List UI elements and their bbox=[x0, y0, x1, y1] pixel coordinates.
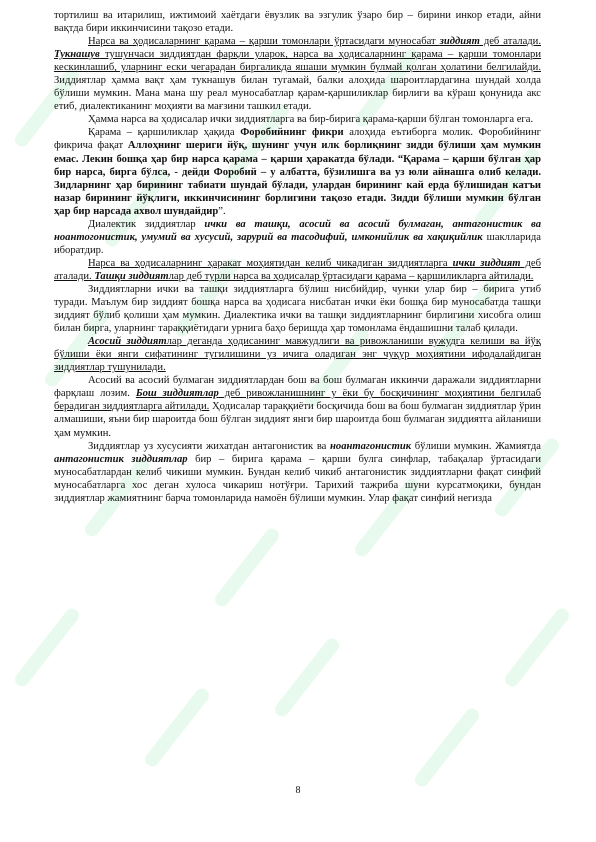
text-run: Зиддиятлар ҳамма вақт ҳам тукнашув билан тугамай, балки алоҳида шароитлардагина шундай холда бўлиши мумкин. Мана мана шу реал муносабатлар қарам-қаршиликлар бирлиги ва кўраш қонунида акс етиб, диалектиканинг моҳияти ва мағзини ташкил етади. bbox=[54, 75, 541, 113]
paragraph-3: Ҳамма нарса ва ҳодисалар ички зиддиятларга ва бир-бирига қарама-қарши бўлган томонларга ега. bbox=[88, 114, 534, 126]
term-noantagonistik: ноантагонистик bbox=[330, 440, 412, 452]
text-run: Диалектик зиддиятлар bbox=[88, 218, 205, 230]
paragraph-6 bbox=[54, 257, 541, 283]
text-run: Ҳодисалар тараққиёти босқичида бош ва бош булмаган зиддиятлар ўрин алмашиши, яъни бир шароитда бош бўлган зиддият янги бир шароитда бош булмаган зиддиятга айланиши ҳам мумкин. bbox=[54, 401, 541, 439]
text-run: Асосий ва асосий булмаган зиддиятлардан бош ва бош булмаган иккинчи даражали зиддиятларни фарқлаш лозим. bbox=[54, 375, 541, 400]
contradiction-types: ички ва ташқи, асосий ва асосий булмаган, антагонистик ва ноантогонистик, умумий ва хусусий, зарурий ва тасодифий, имконийлик ва хақиқийлик bbox=[54, 218, 541, 243]
term-antagonistik: антагонистик зиддиятлар bbox=[54, 453, 188, 465]
text-run: Нарса ва ҳодисаларнинг қарама – қарши томонлари ўртасидаги муносабат bbox=[88, 36, 440, 48]
paragraph-5 bbox=[54, 218, 541, 257]
page-number: 8 bbox=[295, 785, 301, 796]
text-run: бўлиши мумкин. Жамиятда bbox=[411, 440, 541, 452]
paragraph-8 bbox=[54, 335, 541, 374]
paragraph-10 bbox=[54, 440, 541, 505]
text-run: Нарса ва ҳодисаларнинг ҳаракат моҳиятидан келиб чикадиган зиддиятларга bbox=[88, 257, 453, 269]
term-ziddiyat: зиддият bbox=[439, 36, 480, 48]
text-run: лар деганда ҳодисанинг мавжудлиги ва ривожланиши вужудга келиши ва йўқ бўлиши ёки янги сифатининг тугилишини уз ичига оладиган энг чуқур моҳиятини ифодалайдиган зиддиятлар тушунилади. bbox=[54, 336, 541, 374]
paragraph-9 bbox=[54, 374, 541, 439]
forobiy-quote: Аллоҳнинг шериги йўқ, шунинг учун илк борлиқнинг зидди бўлиши ҳам мумкин емас. Лекин бошқа ҳар бир нарса қарама – қарши ҳаракатда бўлади. “Қарама – қарши бўлган ҳар бир нарса, бирга бўлса, - дейди Форобий – у албатта, бўзилишга ва уз юли айнашга олиб келади. Зидларнинг ҳар бирининг табиати шундай бўлади, улардан бирининг кай ерда бўлишидан катъи назар бирининг йўқлиги, иккинчисининг борлигини тақозо етади. Зидди бўлиши мумкин бўлган ҳар бир нарсада ахвол шундайдир bbox=[54, 140, 541, 217]
text-run: тушунчаси зиддиятдан фарқли уларок, нарса ва ҳодисаларнинг қарама – қарши томонлари кескинлашиб, уларнинг ески чегарадан бирга bbox=[54, 49, 541, 74]
paragraph-1: тортилиш ва итарилиш, ижтимоий хаётдаги ёвузлик ва эзгулик ўзаро бир – бирини инкор етади, айни вақтда бири иккинчисини тақозо етади. bbox=[54, 10, 541, 35]
term-ichki-ziddiyat: ички зиддият bbox=[452, 257, 521, 269]
text-run: ”. bbox=[218, 205, 226, 217]
text-run: деб аталади. bbox=[54, 257, 541, 282]
text-run: бир – бирига қарама – қарши булга синфлар, табақалар ўртасидаги муносабатлардан келиб чикиши мумкин. Бундан келиб чикиб антагонистик зиддиятларни фақат синфий муносабатларга хос деган хулоса чикариш нотўғри. Тарихий тажриба шуни курсатмоқики, бундан зиддиятлар жамиятнинг барча томонларида намоён бўлиши мумкин. Улар фақат синфий негизда bbox=[54, 453, 542, 504]
text-run: алоҳида еътиборга молик. Форобийнинг фикрича фақат bbox=[54, 127, 541, 152]
text-run: деб ривожланишнинг у ёки бу босқичининг моҳиятини белгилаб берадиган зиддиятларга айтилади. bbox=[54, 388, 541, 413]
text-run: Зиддиятлар уз хусусияти жихатдан антагонистик ва bbox=[88, 440, 331, 452]
text-run: шаклларида иборатдир. bbox=[54, 231, 541, 256]
term-bosh-ziddiyat: Бош зиддиятлар bbox=[135, 388, 219, 400]
term-tashqi-ziddiyat: Ташқи зиддият bbox=[94, 270, 169, 282]
text-run: Қарама – қаршиликлар ҳақида bbox=[88, 127, 241, 139]
term-forobiy: Форобийнинг фикри bbox=[240, 127, 344, 139]
paragraph-4 bbox=[54, 126, 541, 217]
paragraph-2 bbox=[54, 35, 541, 113]
document-body bbox=[54, 9, 541, 505]
term-tuknashuv: Тукнашув bbox=[54, 49, 100, 61]
term-asosiy-ziddiyat: Асосий зиддият bbox=[88, 336, 167, 348]
text-run: деб аталади. bbox=[479, 36, 541, 48]
text-run: ликда яшаши мумкин булмай қолган ҳолатини белгилайди. bbox=[265, 62, 541, 74]
text-run: лар деб турли нарса ва ҳодисалар ўртасидаги қарама – қаршиликларга айтилади. bbox=[168, 270, 534, 282]
paragraph-7: Зиддиятларни ички ва ташқи зиддиятларга бўлиш нисбийдир, чунки улар бир – бирига утиб туради. Маълум бир зиддият бошқа нарса ва ҳодисага нисбатан ички ёки бошқа бир муносабатда ташқи зиддият бўлиб қолиши ҳам мумкин. Диалектика ички ва ташқи зиддиятларнинг бирлигини хисобга олиш билан бирга, уларнинг тараққиётидаги урнига баҳо беришда ҳар томонлама ёндашишни талаб қилади. bbox=[54, 283, 541, 335]
